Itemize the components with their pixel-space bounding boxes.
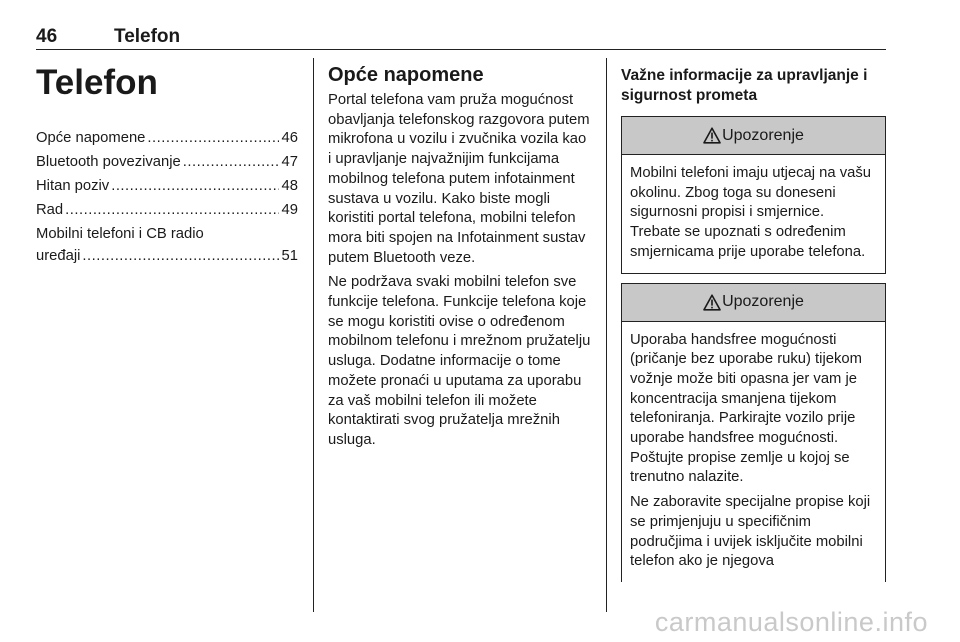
- toc-item-page: 48: [281, 178, 298, 194]
- body-paragraph: Portal telefona vam pruža mogućnost obavljanja telefonskog razgovora putem mikrofona u vozilu i zvučnika vozila kao i upravljanje najvažnijim funkcijama mobilnog telefona putem infotainment sustava u vozilu. Kako biste mogli koristiti portal telefona, mobilni telefon mora biti spojen na Infotainment sustav putem Bluetooth veze.: [328, 92, 590, 266]
- toc-leader: [183, 151, 279, 173]
- toc-item-page: 47: [281, 154, 298, 170]
- warning-text: Uporaba handsfree mogućnosti (pričanje bez uporabe ruku) tijekom vožnje može biti opasna jer vam je koncentracija smanjena tijekom telefoniranja. Parkirajte vozilo prije uporabe handsfree mogućnosti. Poštujte propise zemlje u kojoj se trenutno nalazite.: [630, 331, 862, 486]
- toc-item[interactable]: [36, 199, 298, 221]
- warning-triangle-icon: [703, 294, 721, 311]
- column-divider: [313, 58, 314, 612]
- warning-triangle-icon: [703, 127, 721, 144]
- toc-item[interactable]: [36, 127, 298, 149]
- warning-box: [621, 283, 886, 582]
- header-rule: [36, 49, 886, 50]
- toc-item-title-line1: Mobilni telefoni i CB radio: [36, 226, 204, 242]
- warning-box: [621, 116, 886, 274]
- toc-leader: [65, 199, 278, 221]
- page-number: 46: [36, 26, 58, 47]
- chapter-column: [36, 58, 298, 267]
- warning-text: Mobilni telefoni imaju utjecaj na vašu okolinu. Zbog toga su doneseni sigurnosni propisi i smjernice. Trebate se upoznati s određenim smjernicama prije uporabe telefona.: [630, 165, 871, 260]
- toc-item[interactable]: [36, 175, 298, 197]
- body-paragraph: Ne podržava svaki mobilni telefon sve funkcije telefona. Funkcije telefona koje se mogu koristiti ovise o određenom mobilnom telefonu i mrežnom pružatelju usluga. Dodatne informacije o tome možete pronaći u uputama za uporabu za vaš mobilni telefon ili možete kontaktirati svog pružatelja mrežnih usluga.: [328, 274, 591, 448]
- column-divider: [606, 58, 607, 612]
- toc-item[interactable]: [36, 223, 298, 267]
- toc-item-page: 46: [281, 130, 298, 146]
- toc-item-title: Rad: [36, 202, 64, 218]
- toc-leader: [82, 245, 278, 267]
- toc-item[interactable]: [36, 151, 298, 173]
- toc-leader: [147, 127, 278, 149]
- toc-item-page: 51: [281, 248, 298, 264]
- safety-column: [621, 66, 886, 582]
- toc-item-title: Hitan poziv: [36, 178, 110, 194]
- general-notes-column: [328, 62, 593, 451]
- section-title: Opće napomene: [328, 64, 484, 86]
- warning-header: [622, 284, 885, 322]
- warning-label: Upozorenje: [722, 293, 804, 311]
- toc-item-title: Bluetooth povezivanje: [36, 154, 181, 170]
- watermark: carmanualsonline.info: [654, 607, 928, 637]
- warning-body: [622, 155, 885, 273]
- toc-item-page: 49: [281, 202, 298, 218]
- toc-leader: [111, 175, 278, 197]
- warning-label: Upozorenje: [722, 126, 804, 144]
- table-of-contents: [36, 127, 298, 267]
- chapter-title: Telefon: [36, 63, 158, 102]
- toc-item-title: uređaji: [36, 248, 81, 264]
- warning-body: [622, 322, 885, 582]
- warning-header: [622, 117, 885, 155]
- subsection-title: Važne informacije za upravljanje i sigurnost prometa: [621, 67, 868, 104]
- warning-text: Ne zaboravite specijalne propise koji se primjenjuju u specifičnim područjima i uvijek isključite mobilni telefon ako je njegova: [630, 494, 871, 570]
- toc-item-title: Opće napomene: [36, 130, 146, 146]
- running-head: Telefon: [114, 26, 181, 47]
